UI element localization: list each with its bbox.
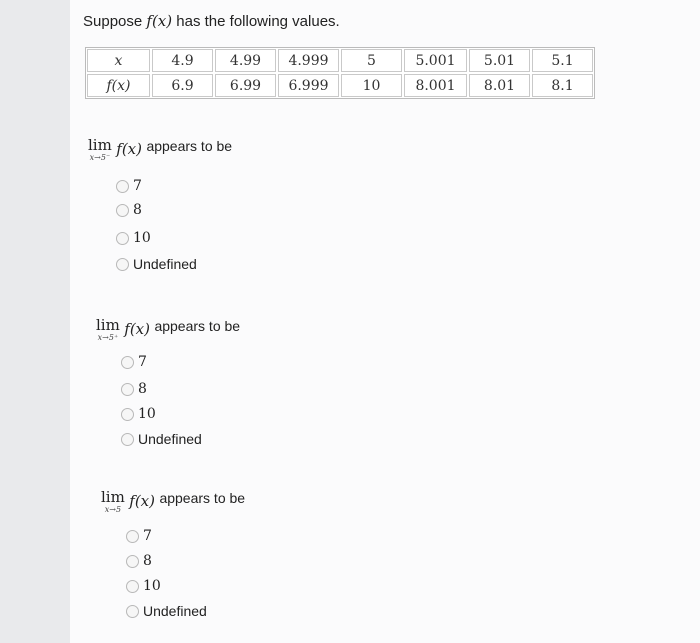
radio-button[interactable] xyxy=(126,530,139,543)
values-table xyxy=(85,47,595,99)
problem-statement xyxy=(83,12,340,30)
option-undefined[interactable] xyxy=(126,603,207,619)
limit-expression xyxy=(101,490,125,514)
option-10[interactable] xyxy=(121,406,156,422)
option-8[interactable] xyxy=(121,381,147,397)
table-cell-x: 4.9 xyxy=(152,49,213,72)
question-right-limit xyxy=(96,318,240,342)
question-left-limit xyxy=(88,138,232,162)
table-cell-x: 5.1 xyxy=(532,49,593,72)
option-undefined[interactable] xyxy=(116,256,197,272)
limit-function: f(x) xyxy=(124,320,150,339)
table-cell-x: 4.99 xyxy=(215,49,276,72)
option-10[interactable] xyxy=(126,578,161,594)
radio-button[interactable] xyxy=(121,408,134,421)
radio-button[interactable] xyxy=(116,180,129,193)
radio-button[interactable] xyxy=(116,258,129,271)
intro-function: f(x) xyxy=(146,12,173,30)
table-header-fx: f(x) xyxy=(87,74,150,97)
limit-subscript: x→5 xyxy=(104,505,122,514)
table-cell-fx: 6.99 xyxy=(215,74,276,97)
radio-button[interactable] xyxy=(121,356,134,369)
table-cell-fx: 6.999 xyxy=(278,74,339,97)
option-undefined[interactable] xyxy=(121,431,202,447)
table-cell-x: 5.001 xyxy=(404,49,467,72)
intro-suffix: has the following values. xyxy=(172,13,340,30)
option-8[interactable] xyxy=(126,553,152,569)
intro-prefix: Suppose xyxy=(83,13,147,30)
limit-expression xyxy=(96,318,120,342)
table-header-x: x xyxy=(87,49,150,72)
option-8[interactable] xyxy=(116,202,142,218)
limit-word: lim xyxy=(101,488,125,506)
radio-button[interactable] xyxy=(126,605,139,618)
table-cell-fx: 8.1 xyxy=(532,74,593,97)
question-two-sided-limit xyxy=(101,490,245,514)
limit-subscript: x→5⁻ xyxy=(89,153,111,162)
radio-button[interactable] xyxy=(116,204,129,217)
option-7[interactable] xyxy=(126,528,152,544)
limit-function: f(x) xyxy=(129,492,155,511)
option-label: Undefined xyxy=(133,256,197,272)
option-label: 10 xyxy=(133,230,151,246)
option-label: 10 xyxy=(138,406,156,422)
option-label: 7 xyxy=(138,354,147,370)
table-cell-x: 5 xyxy=(341,49,402,72)
option-10[interactable] xyxy=(116,230,151,246)
option-label: 7 xyxy=(133,178,142,194)
table-cell-x: 4.999 xyxy=(278,49,339,72)
option-label: 8 xyxy=(143,553,152,569)
option-label: 7 xyxy=(143,528,152,544)
radio-button[interactable] xyxy=(121,383,134,396)
limit-expression xyxy=(88,138,112,162)
radio-button[interactable] xyxy=(121,433,134,446)
question-text: appears to be xyxy=(146,138,233,154)
question-text: appears to be xyxy=(154,318,241,334)
radio-button[interactable] xyxy=(126,580,139,593)
option-label: Undefined xyxy=(143,603,207,619)
option-7[interactable] xyxy=(116,178,142,194)
option-label: 8 xyxy=(138,381,147,397)
question-text: appears to be xyxy=(159,490,246,506)
radio-button[interactable] xyxy=(116,232,129,245)
limit-function: f(x) xyxy=(116,140,142,159)
limit-word: lim xyxy=(88,136,112,154)
table-cell-fx: 8.01 xyxy=(469,74,530,97)
option-label: Undefined xyxy=(138,431,202,447)
table-cell-fx: 10 xyxy=(341,74,402,97)
option-7[interactable] xyxy=(121,354,147,370)
limit-subscript: x→5⁺ xyxy=(97,333,119,342)
limit-word: lim xyxy=(96,316,120,334)
option-label: 8 xyxy=(133,202,142,218)
option-label: 10 xyxy=(143,578,161,594)
table-cell-fx: 6.9 xyxy=(152,74,213,97)
table-cell-x: 5.01 xyxy=(469,49,530,72)
radio-button[interactable] xyxy=(126,555,139,568)
table-cell-fx: 8.001 xyxy=(404,74,467,97)
